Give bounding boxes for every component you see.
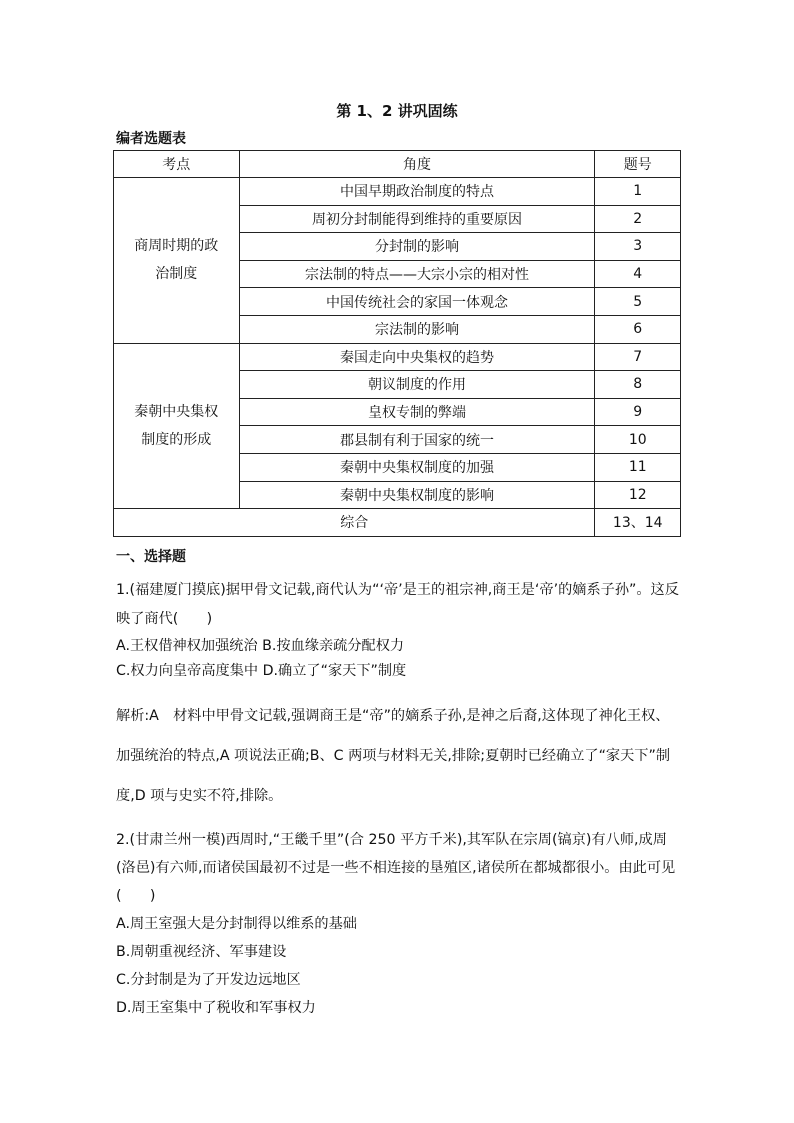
analysis-text: 材料中甲骨文记载,强调商王是“帝”的嫡系子孙,是神之后裔,这体现了神化王权、加强统治的特点,A 项说法正确;B、C 两项与材料无关,排除;夏朝时已经确立了“家天下”制度,D 项与史实不符,排除。	[116, 708, 671, 804]
topic-cell	[114, 343, 240, 509]
angle-cell: 郡县制有利于国家的统一	[239, 426, 595, 454]
number-cell: 6	[595, 315, 681, 343]
angle-cell: 宗法制的影响	[239, 315, 595, 343]
number-cell: 10	[595, 426, 681, 454]
table-caption: 编者选题表	[116, 131, 186, 147]
question-stem: 2.(甘肃兰州一模)西周时,“王畿千里”(合 250 平方千米),其军队在宗周(镐京)有八师,成周(洛邑)有六师,而诸侯国最初不过是一些不相连接的垦殖区,诸侯所在都城都很小。由此可见( )	[116, 832, 676, 904]
page-title: 第 1、2 讲巩固练	[336, 102, 458, 120]
number-cell: 3	[595, 233, 681, 261]
angle-cell: 秦朝中央集权制度的加强	[239, 453, 595, 481]
number-cell: 2	[595, 205, 681, 233]
question-option: A.王权借神权加强统治 B.按血缘亲疏分配权力	[116, 638, 405, 654]
analysis-1	[116, 696, 682, 816]
number-cell: 5	[595, 288, 681, 316]
summary-number: 13、14	[595, 509, 681, 537]
summary-row	[114, 509, 681, 537]
number-cell: 8	[595, 371, 681, 399]
topic-cell	[114, 178, 240, 344]
angle-cell: 秦朝中央集权制度的影响	[239, 481, 595, 509]
angle-cell: 皇权专制的弊端	[239, 398, 595, 426]
table-header-row	[114, 151, 681, 178]
angle-cell: 中国早期政治制度的特点	[239, 178, 595, 206]
header-angle: 角度	[239, 151, 595, 178]
angle-cell: 分封制的影响	[239, 233, 595, 261]
table-row	[114, 178, 681, 206]
angle-cell: 朝议制度的作用	[239, 371, 595, 399]
question-option: A.周王室强大是分封制得以维系的基础	[116, 916, 357, 932]
topic-label: 秦朝中央集权制度的形成	[134, 403, 219, 448]
topic-label: 商周时期的政治制度	[134, 238, 219, 283]
header-number: 题号	[595, 151, 681, 178]
question-option: D.周王室集中了税收和军事权力	[116, 1000, 316, 1016]
question-option: B.周朝重视经济、军事建设	[116, 944, 287, 960]
number-cell: 4	[595, 260, 681, 288]
number-cell: 7	[595, 343, 681, 371]
angle-cell: 中国传统社会的家国一体观念	[239, 288, 595, 316]
question-stem: 1.(福建厦门摸底)据甲骨文记载,商代认为“‘帝’是王的祖宗神,商王是‘帝’的嫡系子孙”。这反映了商代( )	[116, 582, 679, 627]
number-cell: 1	[595, 178, 681, 206]
question-2	[116, 826, 682, 1022]
angle-cell: 宗法制的特点——大宗小宗的相对性	[239, 260, 595, 288]
table-row	[114, 343, 681, 371]
number-cell: 12	[595, 481, 681, 509]
header-topic: 考点	[114, 151, 240, 178]
summary-label: 综合	[114, 509, 595, 537]
analysis-label: 解析:A	[116, 708, 159, 724]
section-heading: 一、选择题	[116, 549, 186, 565]
question-option: C.分封制是为了开发边远地区	[116, 972, 301, 988]
angle-cell: 周初分封制能得到维持的重要原因	[239, 205, 595, 233]
number-cell: 9	[595, 398, 681, 426]
topic-selection-table	[113, 150, 681, 537]
question-1	[116, 576, 682, 684]
number-cell: 11	[595, 453, 681, 481]
question-option: C.权力向皇帝高度集中 D.确立了“家天下”制度	[116, 663, 407, 679]
angle-cell: 秦国走向中央集权的趋势	[239, 343, 595, 371]
